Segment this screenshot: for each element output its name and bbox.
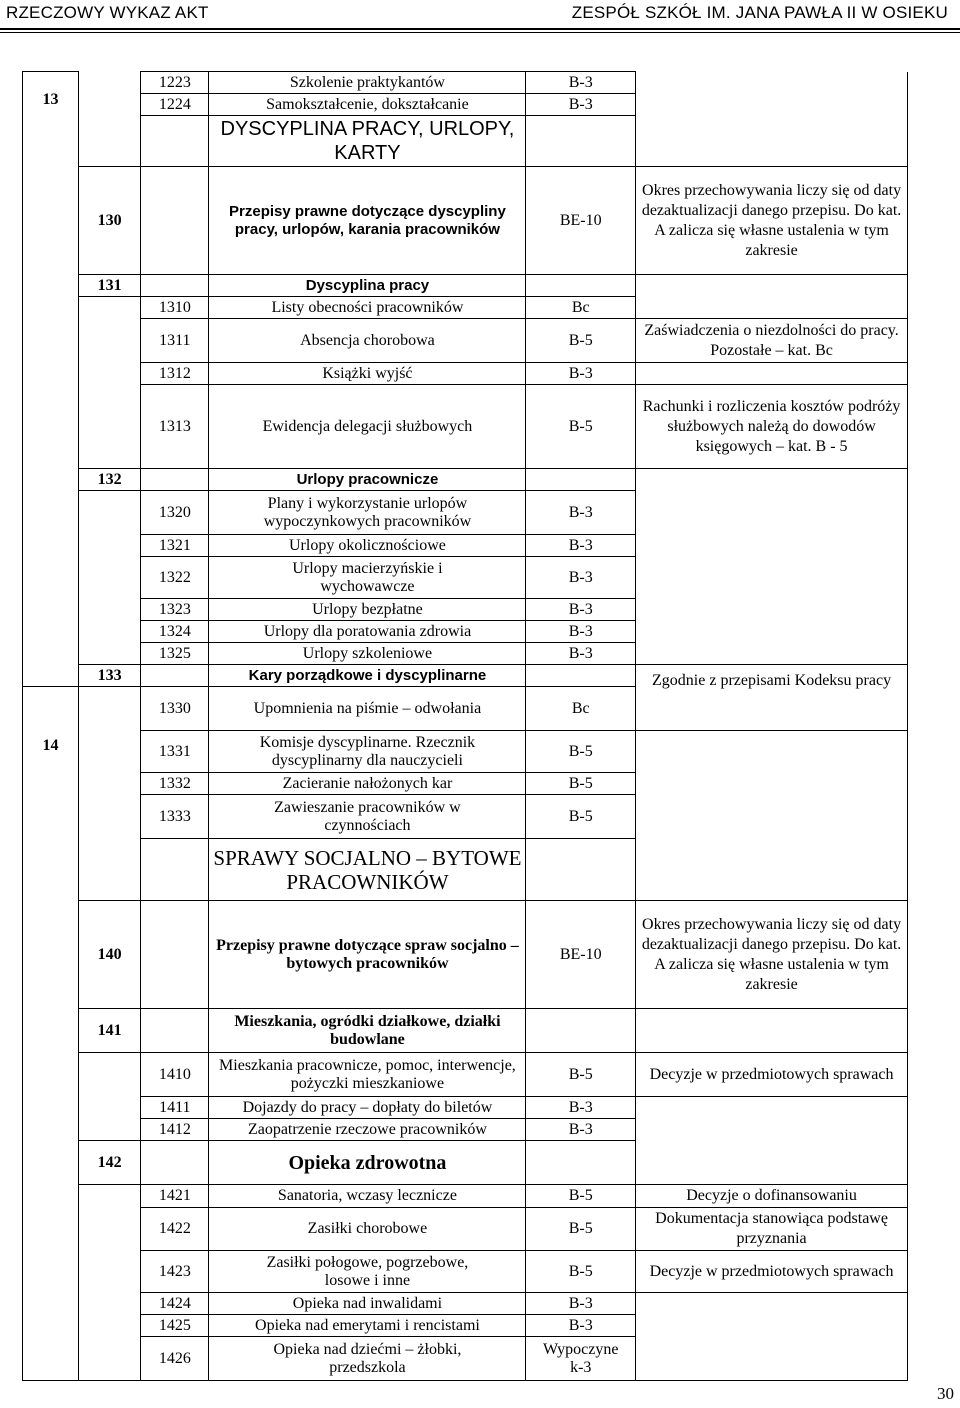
cell-empty [636,643,908,665]
cell-empty [79,1208,141,1251]
cell-empty [79,1251,141,1293]
item-title: Opieka nad emerytami i rencistami [209,1315,526,1337]
cell-empty [79,1293,141,1315]
item-category: Bc [526,687,636,731]
cell-empty [79,1185,141,1208]
cell-empty [636,731,908,773]
cell-empty [79,795,141,839]
item-category: B-5 [526,773,636,795]
table-row [23,275,908,297]
page-header [0,0,960,36]
item-title: Upomnienia na piśmie – odwołania [209,687,526,731]
table-row [23,599,908,621]
item-title: Książki wyjść [209,363,526,385]
cell-empty [79,116,141,167]
cell-empty [79,72,141,94]
item-title: Urlopy bezpłatne [209,599,526,621]
item-title: Ewidencja delegacji służbowych [209,385,526,469]
table-row [23,167,908,275]
item-code: 1332 [141,773,209,795]
cell-empty [79,363,141,385]
table-row [23,731,908,773]
cell-empty [526,469,636,491]
item-code: 1313 [141,385,209,469]
header-title: RZECZOWY WYKAZ AKT [6,3,209,22]
cell-empty [79,687,141,731]
item-title: Komisje dyscyplinarne. Rzecznik dyscyplinarny dla nauczycieli [209,731,526,773]
item-category: B-3 [526,599,636,621]
cell-empty [526,116,636,167]
table-row [23,1337,908,1381]
item-category: Bc [526,297,636,319]
item-title: Dojazdy do pracy – dopłaty do biletów [209,1097,526,1119]
item-title: Listy obecności pracowników [209,297,526,319]
cell-empty [79,1315,141,1337]
item-category: B-3 [526,557,636,599]
item-title: Sanatoria, wczasy lecznicze [209,1185,526,1208]
item-title: Zasiłki połogowe, pogrzebowe, losowe i inne [209,1251,526,1293]
item-category: Wypoczyne k-3 [526,1337,636,1381]
item-title: Samokształcenie, dokształcanie [209,94,526,116]
item-code: 132 [79,469,141,491]
cell-empty [526,1141,636,1185]
cell-empty [636,1097,908,1119]
item-title: Urlopy pracownicze [209,469,526,491]
cell-empty [141,839,209,901]
group-code: 14 [23,687,79,1381]
item-category: B-3 [526,535,636,557]
table-row [23,557,908,599]
cell-empty [79,1119,141,1141]
cell-empty [79,731,141,773]
table-row [23,839,908,901]
cell-empty [79,491,141,535]
cell-empty [141,1141,209,1185]
item-note: Dokumentacja stanowiąca podstawę przyznania [636,1208,908,1251]
cell-empty [141,665,209,687]
item-note: Zgodnie z przepisami Kodeksu pracy [636,665,908,731]
table-row [23,1097,908,1119]
header-school: ZESPÓŁ SZKÓŁ IM. JANA PAWŁA II W OSIEKU [571,3,948,22]
table-row [23,1053,908,1097]
item-title: Dyscyplina pracy [209,275,526,297]
cell-empty [79,319,141,363]
cell-empty [526,1009,636,1053]
item-code: 1322 [141,557,209,599]
cell-empty [636,599,908,621]
section-heading: SPRAWY SOCJALNO – BYTOWE PRACOWNIKÓW [209,839,526,901]
cell-empty [79,1053,141,1097]
table-row [23,319,908,363]
header-rule [0,28,960,30]
item-title: Urlopy dla poratowania zdrowia [209,621,526,643]
cell-empty [79,535,141,557]
cell-empty [79,297,141,319]
item-category: B-3 [526,621,636,643]
cell-empty [636,275,908,297]
item-note: Decyzje w przedmiotowych sprawach [636,1251,908,1293]
cell-empty [636,116,908,167]
table-row [23,1293,908,1315]
item-category: BE-10 [526,901,636,1009]
table-row [23,385,908,469]
item-category: B-5 [526,731,636,773]
item-note: Okres przechowywania liczy się od daty dezaktualizacji danego przepisu. Do kat. A zalicza się własne ustalenia w tym zakresie [636,167,908,275]
cell-empty [526,665,636,687]
item-title: Opieka nad inwalidami [209,1293,526,1315]
table-row [23,116,908,167]
table-row [23,297,908,319]
item-title: Mieszkania pracownicze, pomoc, interwencje, pożyczki mieszkaniowe [209,1053,526,1097]
cell-empty [636,469,908,491]
item-code: 1410 [141,1053,209,1097]
cell-empty [79,599,141,621]
cell-empty [79,94,141,116]
item-category: B-5 [526,1208,636,1251]
item-title: Opieka zdrowotna [209,1141,526,1185]
item-title: Kary porządkowe i dyscyplinarne [209,665,526,687]
item-category: B-3 [526,643,636,665]
cell-empty [141,275,209,297]
item-category: B-5 [526,1185,636,1208]
item-category: B-3 [526,1315,636,1337]
cell-empty [141,167,209,275]
item-code: 141 [79,1009,141,1053]
cell-empty [636,839,908,901]
table-row [23,1315,908,1337]
table-row [23,773,908,795]
cell-empty [636,1119,908,1141]
item-category: B-5 [526,1053,636,1097]
item-code: 1224 [141,94,209,116]
item-code: 130 [79,167,141,275]
item-title: Opieka nad dziećmi – żłobki, przedszkola [209,1337,526,1381]
item-code: 1423 [141,1251,209,1293]
item-code: 140 [79,901,141,1009]
item-code: 1223 [141,72,209,94]
item-code: 1330 [141,687,209,731]
item-note: Zaświadczenia o niezdolności do pracy. Pozostałe – kat. Bc [636,319,908,363]
item-title: Plany i wykorzystanie urlopów wypoczynkowych pracowników [209,491,526,535]
item-code: 1324 [141,621,209,643]
item-title: Mieszkania, ogródki działkowe, działki budowlane [209,1009,526,1053]
item-title: Urlopy okolicznościowe [209,535,526,557]
item-title: Absencja chorobowa [209,319,526,363]
group-code: 13 [23,72,79,687]
item-title: Zacieranie nałożonych kar [209,773,526,795]
cell-empty [636,621,908,643]
table-row [23,795,908,839]
cell-empty [636,535,908,557]
item-code: 1311 [141,319,209,363]
cell-empty [141,901,209,1009]
item-code: 133 [79,665,141,687]
item-category: BE-10 [526,167,636,275]
cell-empty [79,1337,141,1381]
cell-empty [79,557,141,599]
table-row [23,1119,908,1141]
item-title: Szkolenie praktykantów [209,72,526,94]
page-number: 30 [937,1384,954,1403]
item-title: Zaopatrzenie rzeczowe pracowników [209,1119,526,1141]
item-title: Przepisy prawne dotyczące dyscypliny pracy, urlopów, karania pracowników [209,167,526,275]
item-category: B-3 [526,72,636,94]
item-note: Rachunki i rozliczenia kosztów podróży służbowych należą do dowodów księgowych – kat. B - 5 [636,385,908,469]
cell-empty [636,72,908,94]
table-row [23,469,908,491]
item-note: Decyzje o dofinansowaniu [636,1185,908,1208]
item-category: B-5 [526,795,636,839]
cell-empty [636,297,908,319]
item-title: Przepisy prawne dotyczące spraw socjalno – bytowych pracowników [209,901,526,1009]
item-code: 1411 [141,1097,209,1119]
table-row [23,901,908,1009]
table-row [23,643,908,665]
item-category: B-3 [526,1097,636,1119]
cell-empty [79,643,141,665]
item-code: 1421 [141,1185,209,1208]
item-code: 1325 [141,643,209,665]
table-row [23,72,908,94]
item-title: Urlopy macierzyńskie i wychowawcze [209,557,526,599]
cell-empty [636,1293,908,1315]
table-row [23,363,908,385]
cell-empty [79,1097,141,1119]
cell-empty [636,1009,908,1053]
cell-empty [636,773,908,795]
table-row [23,665,908,687]
cell-empty [636,94,908,116]
item-code: 131 [79,275,141,297]
item-category: B-3 [526,491,636,535]
item-code: 1425 [141,1315,209,1337]
item-title: Urlopy szkoleniowe [209,643,526,665]
section-heading: DYSCYPLINA PRACY, URLOPY, KARTY [209,116,526,167]
item-title: Zawieszanie pracowników w czynnościach [209,795,526,839]
table-row [23,1208,908,1251]
item-code: 1323 [141,599,209,621]
cell-empty [636,363,908,385]
item-code: 1412 [141,1119,209,1141]
cell-empty [141,116,209,167]
item-code: 1321 [141,535,209,557]
item-category: B-5 [526,1251,636,1293]
item-category: B-5 [526,385,636,469]
item-category: B-3 [526,1293,636,1315]
item-code: 1312 [141,363,209,385]
item-code: 1422 [141,1208,209,1251]
item-category: B-5 [526,319,636,363]
cell-empty [636,557,908,599]
cell-empty [141,469,209,491]
cell-empty [79,621,141,643]
item-note: Decyzje w przedmiotowych sprawach [636,1053,908,1097]
item-code: 1426 [141,1337,209,1381]
cell-empty [526,275,636,297]
item-code: 1320 [141,491,209,535]
table-row [23,491,908,535]
table-row [23,535,908,557]
item-category: B-3 [526,363,636,385]
table-row [23,94,908,116]
cell-empty [141,1009,209,1053]
item-category: B-3 [526,1119,636,1141]
cell-empty [636,1315,908,1337]
table-row [23,1141,908,1185]
item-code: 1333 [141,795,209,839]
header-rule-thin [0,32,960,33]
table-row [23,1009,908,1053]
item-code: 1331 [141,731,209,773]
item-code: 1310 [141,297,209,319]
cell-empty [526,839,636,901]
item-code: 142 [79,1141,141,1185]
cell-empty [79,839,141,901]
cell-empty [636,491,908,535]
cell-empty [636,1141,908,1185]
item-title: Zasiłki chorobowe [209,1208,526,1251]
cell-empty [636,1337,908,1381]
table-row [23,621,908,643]
cell-empty [79,385,141,469]
records-register-table [22,71,908,1381]
item-category: B-3 [526,94,636,116]
item-code: 1424 [141,1293,209,1315]
item-note: Okres przechowywania liczy się od daty dezaktualizacji danego przepisu. Do kat. A zalicza się własne ustalenia w tym zakresie [636,901,908,1009]
cell-empty [79,773,141,795]
table-row [23,1251,908,1293]
table-row [23,1185,908,1208]
cell-empty [636,795,908,839]
